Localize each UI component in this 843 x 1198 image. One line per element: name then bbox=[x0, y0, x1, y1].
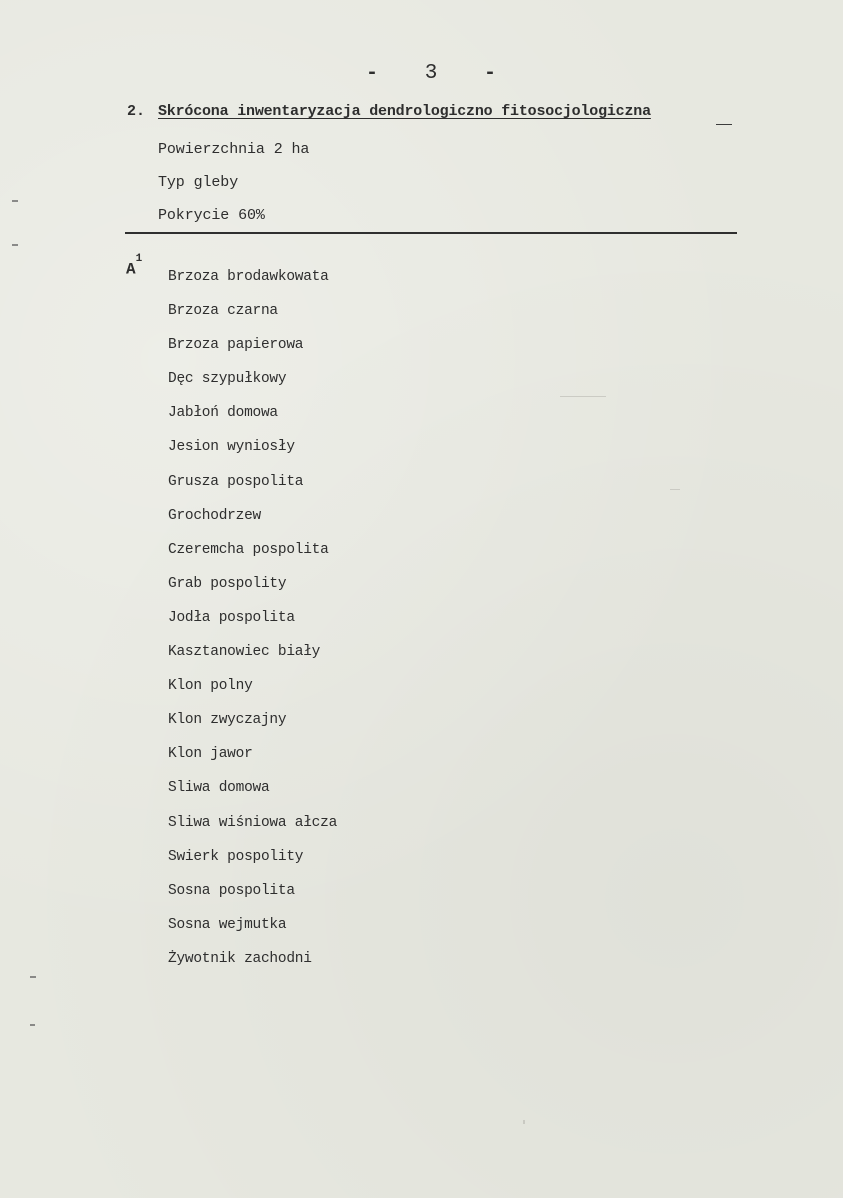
species-item: Brzoza brodawkowata bbox=[168, 269, 329, 285]
species-item: Kasztanowiec biały bbox=[168, 644, 321, 661]
species-item: Jodła pospolita bbox=[168, 609, 295, 626]
margin-mark bbox=[30, 1024, 35, 1026]
heading-underline-tail bbox=[716, 124, 732, 125]
paper-smudge bbox=[560, 396, 606, 397]
species-item: Jabłoń domowa bbox=[168, 405, 278, 422]
species-item: Grusza pospolita bbox=[168, 473, 304, 490]
site-cover: Pokrycie 60% bbox=[158, 207, 265, 224]
species-item: Czeremcha pospolita bbox=[168, 541, 329, 558]
page-number-dash-right: - bbox=[483, 61, 496, 85]
page-number: 3 bbox=[424, 61, 438, 85]
margin-mark bbox=[12, 244, 18, 246]
species-item: Swierk pospolity bbox=[168, 848, 304, 865]
species-item: Dęc szypułkowy bbox=[168, 371, 287, 388]
section-title: Skrócona inwentaryzacja dendrologiczno fitosocjologiczna bbox=[158, 103, 651, 120]
species-item: Sosna pospolita bbox=[168, 882, 295, 899]
page-number-header bbox=[366, 58, 496, 88]
margin-mark bbox=[12, 200, 18, 202]
species-item: Żywotnik zachodni bbox=[168, 950, 312, 967]
site-area: Powierzchnia 2 ha bbox=[158, 141, 310, 158]
page-number-dash-left: - bbox=[366, 61, 379, 85]
species-item: Klon jawor bbox=[168, 746, 253, 763]
paper-smudge bbox=[670, 489, 680, 490]
species-item: Brzoza papierowa bbox=[168, 337, 304, 354]
species-item: Klon polny bbox=[168, 678, 253, 695]
species-item: Klon zwyczajny bbox=[168, 712, 287, 729]
margin-mark bbox=[30, 976, 36, 978]
species-item: Grab pospolity bbox=[168, 575, 287, 592]
species-item: Jesion wyniosły bbox=[168, 439, 295, 456]
section-divider-rule bbox=[125, 232, 737, 234]
species-item: Sosna wejmutka bbox=[168, 916, 287, 933]
site-soil-type: Typ gleby bbox=[158, 174, 239, 191]
section-number: 2. bbox=[127, 103, 146, 120]
layer-marker bbox=[126, 253, 154, 289]
species-item: Brzoza czarna bbox=[168, 303, 278, 320]
paper-smudge bbox=[523, 1120, 525, 1124]
species-item: Grochodrzew bbox=[168, 507, 261, 524]
species-item: Sliwa domowa bbox=[168, 780, 270, 797]
species-item: Sliwa wiśniowa ałcza bbox=[168, 814, 338, 831]
species-list bbox=[168, 266, 428, 982]
section-heading bbox=[127, 103, 737, 131]
layer-marker-letter: A bbox=[126, 260, 136, 279]
layer-marker-superscript: 1 bbox=[135, 253, 143, 265]
